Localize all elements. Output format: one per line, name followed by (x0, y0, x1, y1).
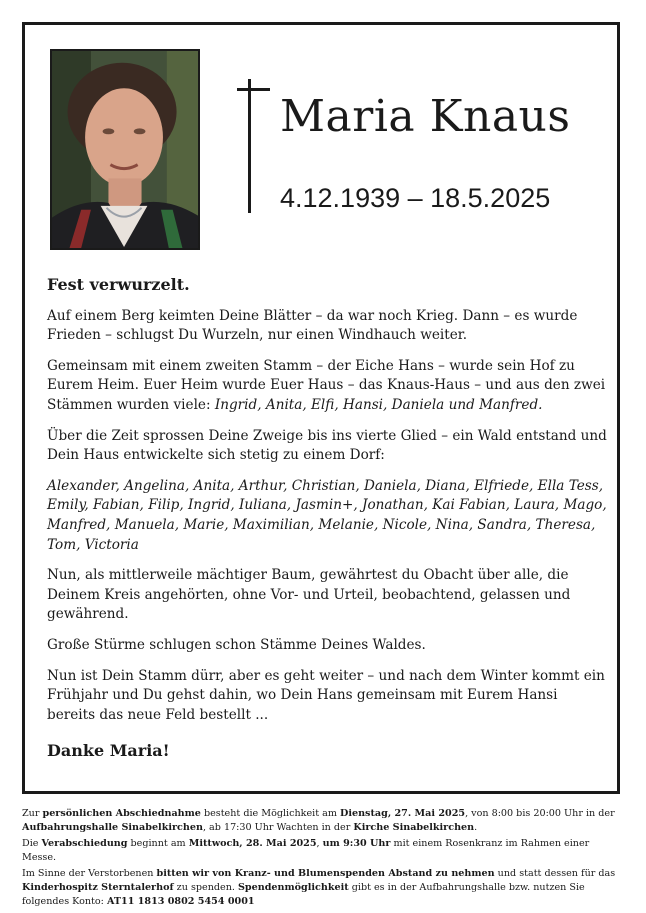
deceased-name: Maria Knaus (280, 91, 571, 142)
paragraph-2: Gemeinsam mit einem zweiten Stamm – der Eiche Hans – wurde sein Hof zu Eurem Heim. Euer Heim wurde Euer Haus – das Knaus-Haus – und aus den zwei Stämmen wurden viele: Ingrid, Anita, Elfi, Hansi, Daniela und Manfred. (47, 357, 606, 413)
paragraph-3: Über die Zeit sprossen Deine Zweige bis ins vierte Glied – ein Wald entstand und Dein Haus entwickelte sich stetig zu einem Dorf: (47, 427, 607, 464)
obituary-text (47, 275, 607, 773)
paragraph-4: Nun, als mittlerweile mächtiger Baum, gewährtest du Obacht über alle, die Deinem Kreis angehörten, ohne Vor- und Urteil, beobachtend, gelassen und gewährend. (47, 567, 571, 623)
descendants-list: Alexander, Angelina, Anita, Arthur, Christian, Daniela, Diana, Elfriede, Ella Tess, Emily, Fabian, Filip, Ingrid, Iuliana, Jasmin+, Jonathan, Kai Fabian, Laura, Mago, Manfred, Manuela, Marie, Maximilian, Melanie, Nicole, Nina, Sandra, Theresa, Tom, Victoria (47, 477, 607, 553)
paragraph-1: Auf einem Berg keimten Deine Blätter – da war noch Krieg. Dann – es wurde Frieden – schlugst Du Wurzeln, nur einen Windhauch weiter. (47, 307, 578, 344)
paragraph-5: Große Stürme schlugen schon Stämme Deines Waldes. (47, 636, 426, 653)
paragraph-6: Nun ist Dein Stamm dürr, aber es geht weiter – und nach dem Winter kommt ein Frühjahr und Du gehst dahin, wo Dein Hans gemeinsam mit Eurem Hansi bereits das neue Feld bestellt ... (47, 667, 605, 723)
bank-account: AT11 1813 0802 5454 0001 (106, 895, 255, 907)
text-heading: Fest verwurzelt. (47, 275, 190, 294)
life-dates: 4.12.1939 – 18.5.2025 (280, 183, 551, 213)
funeral-info (22, 807, 622, 911)
portrait-photo (50, 49, 200, 250)
closing-line: Danke Maria! (47, 741, 170, 761)
cross-icon (237, 79, 273, 213)
children-names: Ingrid, Anita, Elfi, Hansi, Daniela und Manfred. (214, 396, 543, 413)
farewell-info: Zur persönlichen Abschiednahme besteht die Möglichkeit am Dienstag, 27. Mai 2025, von 8:00 bis 20:00 Uhr in der Aufbahrungshalle Sinabelkirchen, ab 17:30 Uhr Wachten in der Kirche Sinabelkirchen. (22, 808, 615, 833)
obituary-frame (22, 22, 620, 794)
donation-info: Im Sinne der Verstorbenen bitten wir von Kranz- und Blumenspenden Abstand zu nehmen und statt dessen für das Kinderhospitz Sterntalerhof zu spenden. Spendenmöglichkeit gibt es in der Aufbahrungshalle bzw. nutzen Sie folgendes Konto: AT11 1813 0802 5454 0001 (22, 868, 616, 907)
ceremony-info: Die Verabschiedung beginnt am Mittwoch, 28. Mai 2025, um 9:30 Uhr mit einem Rosenkranz im Rahmen einer Messe. (22, 838, 590, 863)
